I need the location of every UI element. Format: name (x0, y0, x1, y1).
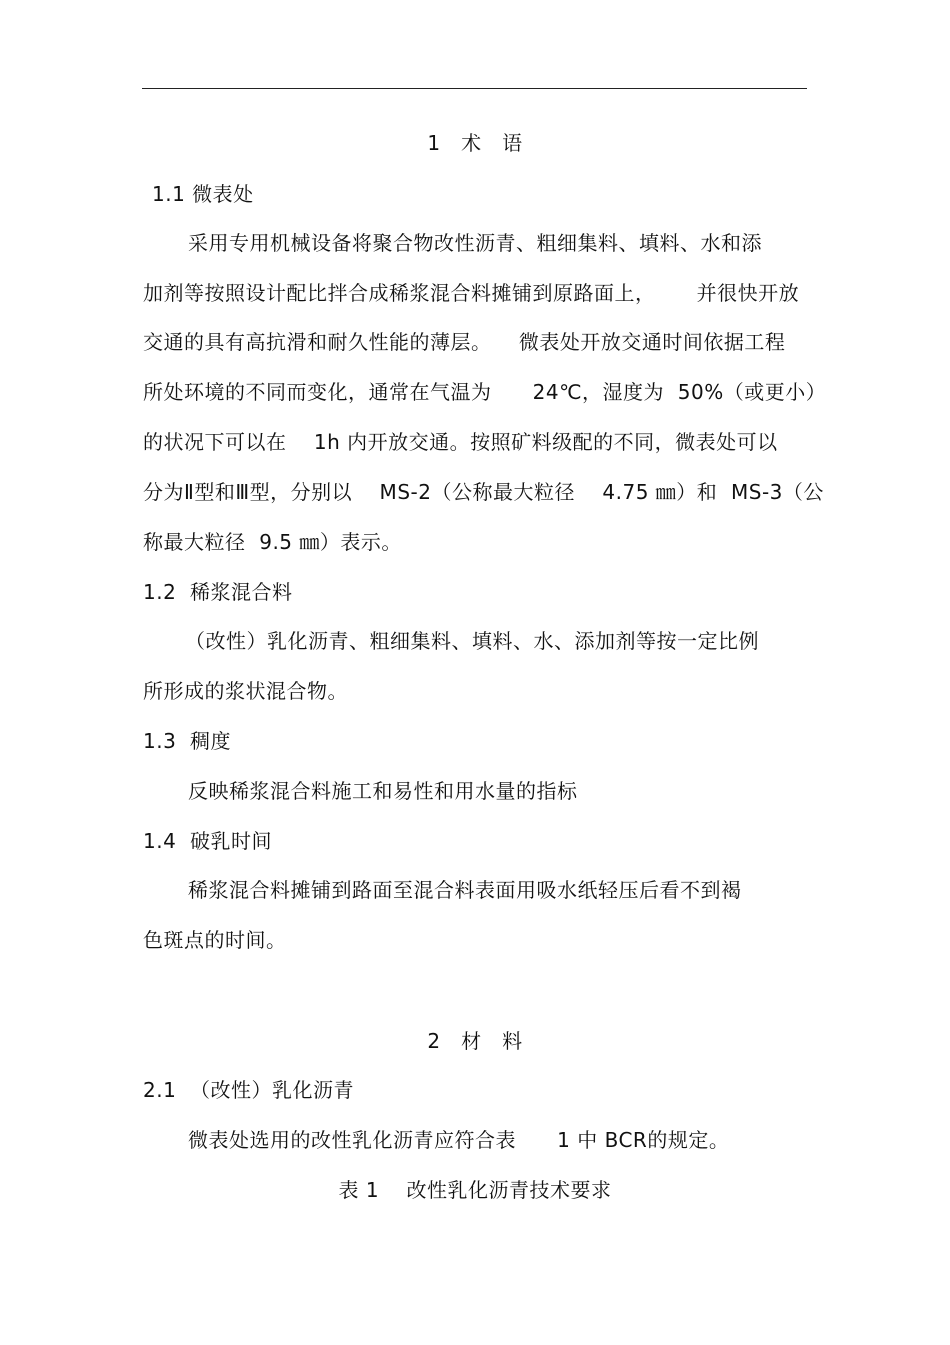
term-1-1-title: 1.1 微表处 (152, 182, 254, 206)
term-1-1-line: 分为Ⅱ型和Ⅲ型，分别以 MS-2（公称最大粒径 4.75 ㎜）和 MS-3（公 (143, 480, 824, 504)
term-1-1-line: 交通的具有高抗滑和耐久性能的薄层。 微表处开放交通时间依据工程 (143, 330, 786, 354)
material-2-1-line: 微表处选用的改性乳化沥青应符合表 1 中 BCR的规定。 (188, 1128, 730, 1152)
table-1-caption: 表 1 改性乳化沥青技术要求 (338, 1178, 612, 1202)
term-1-4-line: 稀浆混合料摊铺到路面至混合料表面用吸水纸轻压后看不到褐 (188, 878, 742, 902)
term-1-4-line: 色斑点的时间。 (143, 928, 287, 952)
term-1-2-title: 1.2 稀浆混合料 (143, 580, 293, 604)
term-1-3-title: 1.3 稠度 (143, 729, 232, 753)
term-1-1-line: 加剂等按照设计配比拌合成稀浆混合料摊铺到原路面上， 并很快开放 (143, 281, 800, 305)
material-2-1-title: 2.1 （改性）乳化沥青 (143, 1078, 355, 1102)
term-1-1-line: 称最大粒径 9.5 ㎜）表示。 (143, 530, 402, 554)
term-1-2-line: （改性）乳化沥青、粗细集料、填料、水、添加剂等按一定比例 (185, 629, 759, 653)
section-1-heading: 1 术 语 (427, 131, 523, 155)
term-1-4-title: 1.4 破乳时间 (143, 829, 273, 853)
term-1-3-line: 反映稀浆混合料施工和易性和用水量的指标 (188, 779, 578, 803)
term-1-2-line: 所形成的浆状混合物。 (143, 679, 348, 703)
term-1-1-line: 的状况下可以在 1h 内开放交通。按照矿料级配的不同，微表处可以 (143, 430, 778, 454)
term-1-1-line: 采用专用机械设备将聚合物改性沥青、粗细集料、填料、水和添 (188, 231, 762, 255)
header-rule (142, 88, 807, 89)
section-2-heading: 2 材 料 (427, 1029, 523, 1053)
term-1-1-line: 所处环境的不同而变化，通常在气温为 24℃，湿度为 50%（或更小） (143, 380, 827, 404)
